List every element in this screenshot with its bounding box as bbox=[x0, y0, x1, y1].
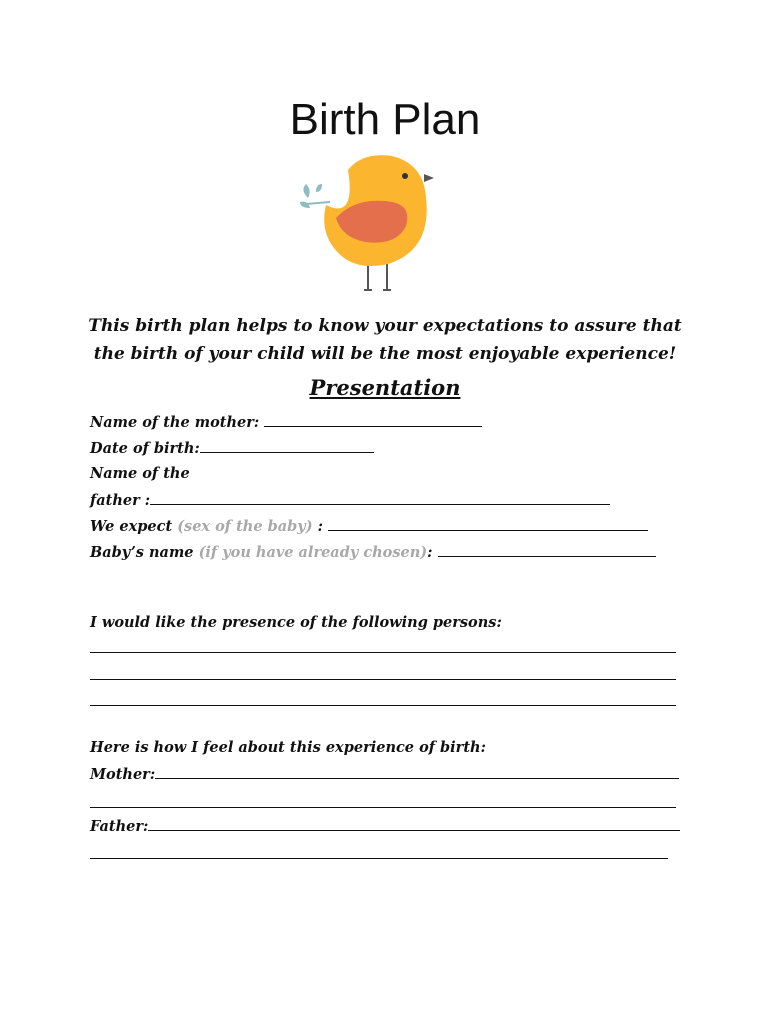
presentation-heading: Presentation bbox=[309, 375, 461, 400]
baby-sex-field[interactable] bbox=[328, 515, 648, 531]
father-feelings-label: Father: bbox=[90, 818, 149, 835]
presence-field-line[interactable] bbox=[90, 705, 676, 706]
mother-feelings-field-line[interactable] bbox=[90, 807, 676, 808]
mother-name-label: Name of the mother: bbox=[90, 414, 265, 431]
presence-label: I would like the presence of the following persons: bbox=[90, 614, 502, 631]
mother-feelings-row bbox=[90, 763, 679, 786]
dob-row bbox=[90, 437, 374, 460]
expect-row bbox=[90, 515, 648, 538]
dob-label: Date of birth: bbox=[90, 440, 200, 457]
father-name-label: father : bbox=[90, 492, 151, 509]
page-title: Birth Plan bbox=[289, 95, 481, 144]
feelings-label: Here is how I feel about this experience of birth: bbox=[90, 739, 486, 756]
mother-feelings-label: Mother: bbox=[90, 766, 156, 783]
mother-name-row bbox=[90, 411, 482, 434]
baby-name-hint: (if you have already chosen) bbox=[198, 544, 428, 561]
father-name-label-line: Name of the bbox=[90, 465, 190, 482]
expect-hint: (sex of the baby) bbox=[177, 518, 313, 535]
father-name-row bbox=[90, 489, 610, 512]
baby-name-label: Baby’s name bbox=[90, 544, 199, 561]
intro-line: the birth of your child will be the most enjoyable experience! bbox=[93, 344, 677, 364]
presence-field-line[interactable] bbox=[90, 652, 676, 653]
father-feelings-field-line[interactable] bbox=[90, 858, 668, 859]
dob-field[interactable] bbox=[200, 437, 374, 453]
father-feelings-row bbox=[90, 815, 680, 838]
father-feelings-field[interactable] bbox=[148, 815, 680, 831]
baby-name-colon: : bbox=[427, 544, 438, 561]
expect-colon: : bbox=[312, 518, 329, 535]
intro-line: This birth plan helps to know your expectations to assure that bbox=[88, 316, 682, 336]
intro-text bbox=[60, 312, 710, 368]
bird-icon bbox=[296, 150, 436, 295]
mother-name-field[interactable] bbox=[264, 411, 482, 427]
baby-name-row bbox=[90, 541, 656, 564]
baby-name-field[interactable] bbox=[438, 541, 656, 557]
expect-label: We expect bbox=[90, 518, 178, 535]
presence-field-line[interactable] bbox=[90, 679, 676, 680]
father-name-field[interactable] bbox=[150, 489, 610, 505]
mother-feelings-field[interactable] bbox=[155, 763, 679, 779]
